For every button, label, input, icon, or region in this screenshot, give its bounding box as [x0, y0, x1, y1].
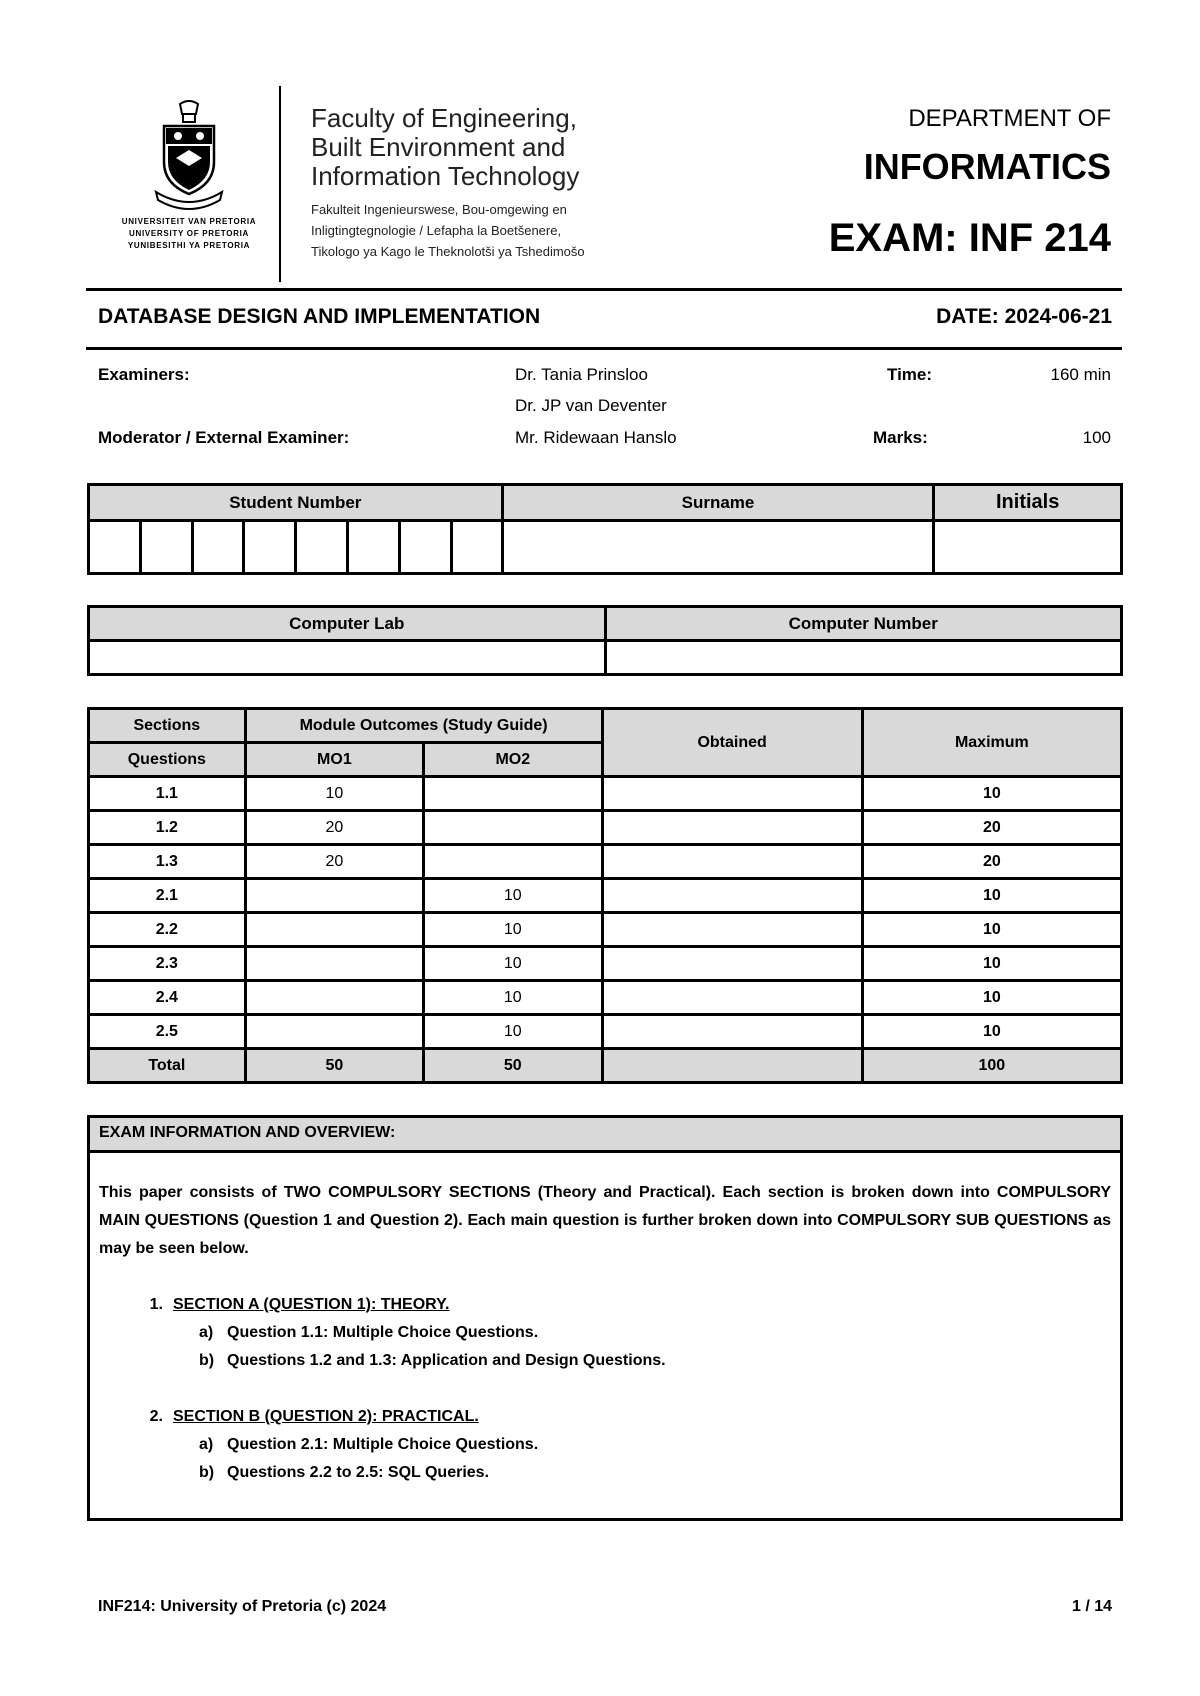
surname-header: Surname: [502, 485, 934, 521]
obtained-cell[interactable]: [602, 913, 862, 947]
total-maximum: 100: [862, 1049, 1121, 1083]
mo2-cell: 10: [424, 947, 602, 981]
crest-icon: [150, 100, 228, 212]
list-number: 2.: [149, 1408, 163, 1425]
computer-lab-field[interactable]: [89, 641, 606, 675]
mo1-cell: [245, 879, 423, 913]
computer-lab-table: [87, 605, 1123, 676]
section-a-item: [99, 1291, 1111, 1319]
list-letter: b): [199, 1464, 215, 1481]
exam-code: EXAM: INF 214: [828, 216, 1111, 260]
mo2-cell: 10: [424, 879, 602, 913]
exam-date: DATE: 2024-06-21: [936, 305, 1112, 328]
mo1-header: MO1: [245, 743, 423, 777]
faculty-sub-line: Inligtingtegnologie / Lefapha la Boetšenere,: [311, 223, 562, 238]
mo2-cell: [424, 811, 602, 845]
obtained-cell[interactable]: [602, 1015, 862, 1049]
page-number: 1 / 14: [1071, 1598, 1112, 1615]
mo1-cell: [245, 1015, 423, 1049]
list-number: 1.: [149, 1296, 163, 1313]
student-number-digit[interactable]: [348, 521, 400, 574]
page-footer: [98, 1598, 1112, 1616]
question-number: 2.1: [89, 879, 246, 913]
question-number: 2.3: [89, 947, 246, 981]
obtained-cell[interactable]: [602, 845, 862, 879]
list-item: [99, 1319, 1111, 1347]
list-text: Questions 2.2 to 2.5: SQL Queries.: [227, 1464, 490, 1481]
marks-row: [89, 913, 1122, 947]
mo2-cell: 10: [424, 981, 602, 1015]
question-number: 1.1: [89, 777, 246, 811]
initials-field[interactable]: [934, 521, 1122, 574]
question-number: 1.3: [89, 845, 246, 879]
questions-header: Questions: [89, 743, 246, 777]
overview-heading: EXAM INFORMATION AND OVERVIEW:: [90, 1118, 1120, 1153]
question-number: 2.5: [89, 1015, 246, 1049]
marks-row: [89, 879, 1122, 913]
module-outcomes-header: Module Outcomes (Study Guide): [245, 709, 602, 743]
total-mo2: 50: [424, 1049, 602, 1083]
course-row: [98, 305, 1112, 329]
faculty-sub-line: Fakulteit Ingenieurswese, Bou-omgewing en: [311, 202, 567, 217]
department-name: INFORMATICS: [863, 146, 1111, 187]
list-text: Questions 1.2 and 1.3: Application and Design Questions.: [227, 1352, 666, 1369]
mo2-header: MO2: [424, 743, 602, 777]
university-logo: [108, 100, 270, 260]
maximum-cell: 10: [862, 981, 1121, 1015]
list-letter: b): [199, 1352, 215, 1369]
mo2-cell: 10: [424, 1015, 602, 1049]
computer-lab-header: Computer Lab: [89, 607, 606, 641]
section-b-item: [99, 1403, 1111, 1431]
maximum-cell: 10: [862, 777, 1121, 811]
obtained-cell[interactable]: [602, 981, 862, 1015]
maximum-cell: 10: [862, 913, 1121, 947]
mo2-cell: 10: [424, 913, 602, 947]
rule-top: [86, 288, 1122, 291]
marks-table: [87, 707, 1123, 1084]
computer-number-field[interactable]: [605, 641, 1122, 675]
moderator-name: Mr. Ridewaan Hanslo: [515, 428, 677, 447]
list-letter: a): [199, 1436, 214, 1453]
question-number: 2.2: [89, 913, 246, 947]
faculty-title-line: Information Technology: [311, 161, 580, 191]
examiners-label: Examiners:: [98, 365, 190, 384]
mo1-cell: 20: [245, 811, 423, 845]
student-number-digit[interactable]: [296, 521, 348, 574]
marks-value: 100: [1082, 428, 1111, 447]
footer-text: INF214: University of Pretoria (c) 2024: [98, 1598, 387, 1615]
maximum-cell: 10: [862, 947, 1121, 981]
student-number-header: Student Number: [89, 485, 503, 521]
marks-row: [89, 981, 1122, 1015]
obtained-cell[interactable]: [602, 879, 862, 913]
total-label: Total: [89, 1049, 246, 1083]
list-item: [99, 1347, 1111, 1375]
student-number-digit[interactable]: [89, 521, 141, 574]
maximum-header: Maximum: [862, 709, 1121, 777]
mo1-cell: 10: [245, 777, 423, 811]
header-divider: [279, 86, 281, 282]
maximum-cell: 20: [862, 845, 1121, 879]
logo-caption-af: UNIVERSITEIT VAN PRETORIA: [121, 217, 257, 226]
examiner-2: Dr. JP van Deventer: [515, 396, 667, 415]
logo-caption-ns: YUNIBESITHI YA PRETORIA: [127, 241, 251, 250]
department-block: [829, 104, 1111, 262]
mo2-cell: [424, 845, 602, 879]
department-label: DEPARTMENT OF: [908, 105, 1111, 132]
marks-row: [89, 811, 1122, 845]
faculty-block: [311, 104, 691, 262]
section-b-title: SECTION B (QUESTION 2): PRACTICAL.: [173, 1408, 479, 1425]
question-number: 1.2: [89, 811, 246, 845]
sections-header: Sections: [89, 709, 246, 743]
total-mo1: 50: [245, 1049, 423, 1083]
marks-row: [89, 777, 1122, 811]
student-number-digit[interactable]: [451, 521, 502, 574]
computer-number-header: Computer Number: [605, 607, 1122, 641]
faculty-sub-line: Tikologo ya Kago le Theknolotši ya Tshedimošo: [311, 244, 585, 259]
rule-bottom: [86, 347, 1122, 350]
marks-label: Marks:: [873, 428, 928, 447]
student-details-table: [87, 483, 1123, 575]
student-number-digit[interactable]: [244, 521, 296, 574]
maximum-cell: 10: [862, 879, 1121, 913]
question-number: 2.4: [89, 981, 246, 1015]
maximum-cell: 10: [862, 1015, 1121, 1049]
student-number-digit[interactable]: [192, 521, 244, 574]
student-number-digit[interactable]: [140, 521, 192, 574]
time-label: Time:: [887, 365, 933, 384]
faculty-title-line: Faculty of Engineering,: [311, 103, 577, 133]
mo1-cell: [245, 947, 423, 981]
marks-row: [89, 845, 1122, 879]
moderator-label: Moderator / External Examiner:: [98, 428, 350, 447]
marks-row: [89, 1015, 1122, 1049]
exam-overview-box: [87, 1115, 1123, 1521]
overview-paragraph: This paper consists of TWO COMPULSORY SECTIONS (Theory and Practical). Each section is broken down into COMPULSORY MAIN QUESTIONS (Question 1 and Question 2). Each main question is further broken down into COMPULSORY SUB QUESTIONS as may be seen below.: [99, 1184, 1111, 1257]
mo1-cell: [245, 981, 423, 1015]
mo1-cell: [245, 913, 423, 947]
faculty-title-line: Built Environment and: [311, 132, 566, 162]
obtained-cell[interactable]: [602, 811, 862, 845]
student-number-digit[interactable]: [399, 521, 451, 574]
maximum-cell: 20: [862, 811, 1121, 845]
logo-caption-en: UNIVERSITY OF PRETORIA: [128, 229, 249, 238]
section-a-title: SECTION A (QUESTION 1): THEORY.: [173, 1296, 450, 1313]
obtained-cell[interactable]: [602, 777, 862, 811]
time-value: 160 min: [1050, 365, 1111, 384]
mo2-cell: [424, 777, 602, 811]
list-item: [99, 1459, 1111, 1487]
list-letter: a): [199, 1324, 214, 1341]
examiner-1: Dr. Tania Prinsloo: [515, 365, 648, 384]
surname-field[interactable]: [502, 521, 934, 574]
course-title: DATABASE DESIGN AND IMPLEMENTATION: [98, 305, 541, 328]
list-text: Question 2.1: Multiple Choice Questions.: [227, 1436, 539, 1453]
list-text: Question 1.1: Multiple Choice Questions.: [227, 1324, 539, 1341]
marks-row: [89, 947, 1122, 981]
obtained-header: Obtained: [602, 709, 862, 777]
obtained-cell[interactable]: [602, 947, 862, 981]
mo1-cell: 20: [245, 845, 423, 879]
initials-header: Initials: [934, 485, 1122, 521]
total-obtained[interactable]: [602, 1049, 862, 1083]
list-item: [99, 1431, 1111, 1459]
